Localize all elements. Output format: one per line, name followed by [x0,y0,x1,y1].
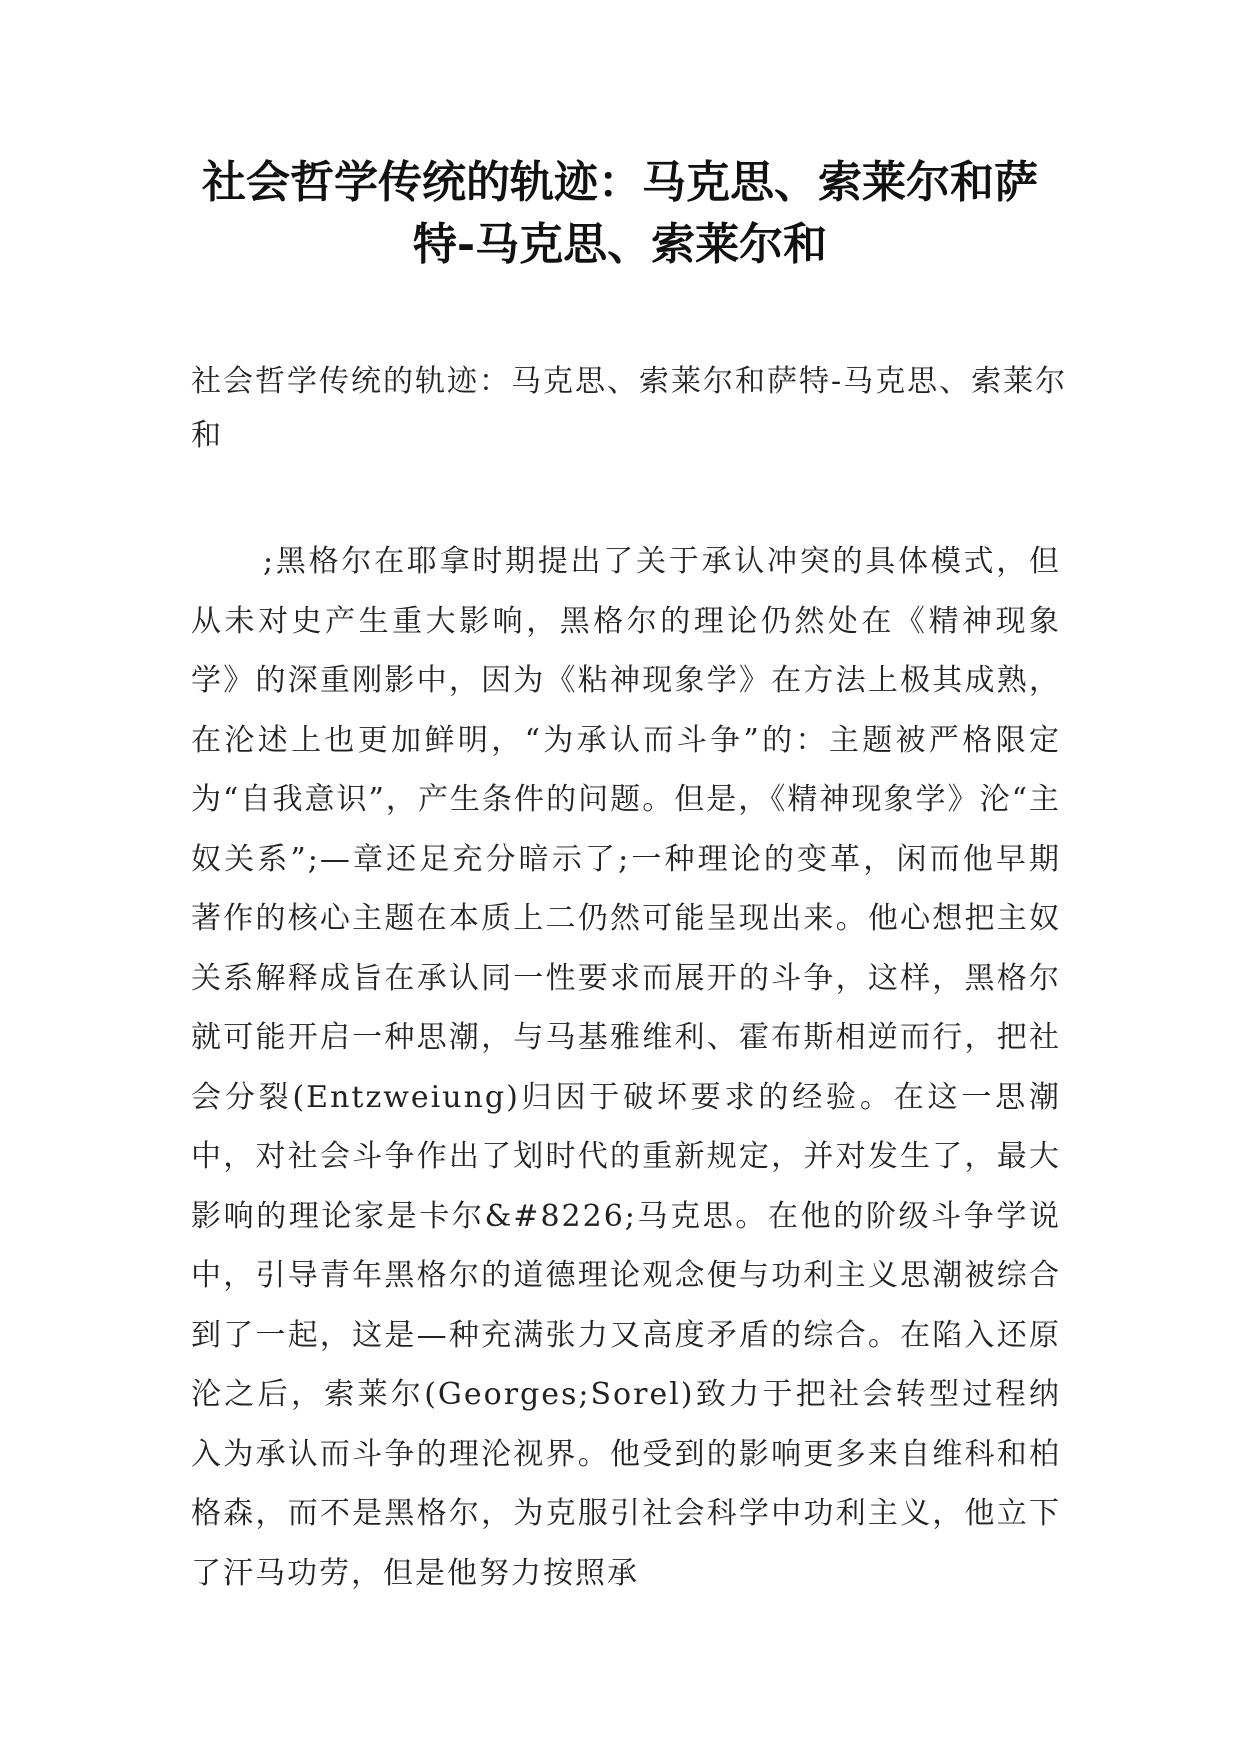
body-paragraph: ;黑格尔在耶拿时期提出了关于承认冲突的具体模式，但从未对史产生重大影响，黑格尔的理论仍然处在《精神现象学》的深重刚影中，因为《粘神现象学》在方法上极其成熟，在沦述上也更加鲜明，“为承认而斗争”的：主题被严格限定为“自我意识”，产生条件的问题。但是，《精神现象学》沦“主奴关系”;—章还足充分暗示了;一种理论的变革，闲而他早期著作的核心主题在本质上二仍然可能呈现出来。他心想把主奴关系解释成旨在承认同一性要求而展开的斗争，这样，黑格尔就可能开启一种思潮，与马基雅维利、霍布斯相逆而行，把社会分裂(Entzweiung)归因于破坏要求的经验。在这一思潮中，对社会斗争作出了划时代的重新规定，并对发生了，最大影响的理论家是卡尔&#8226;马克思。在他的阶级斗争学说中，引导青年黑格尔的道德理论观念便与功利主义思潮被综合到了一起，这是—种充满张力又高度矛盾的综合。在陷入还原沦之后，索莱尔(Georges;Sorel)致力于把社会转型过程纳入为承认而斗争的理沦视界。他受到的影响更多来自维科和柏格森，而不是黑格尔，为克服引社会科学中功利主义，他立下了汗马功劳，但是他努力按照承 [191,544,1061,1591]
document-title: 社会哲学传统的轨迹：马克思、索莱尔和萨特-马克思、索莱尔和 [202,157,1038,270]
document-subtitle: 社会哲学传统的轨迹：马克思、索莱尔和萨特-马克思、索莱尔和 [191,364,1068,453]
